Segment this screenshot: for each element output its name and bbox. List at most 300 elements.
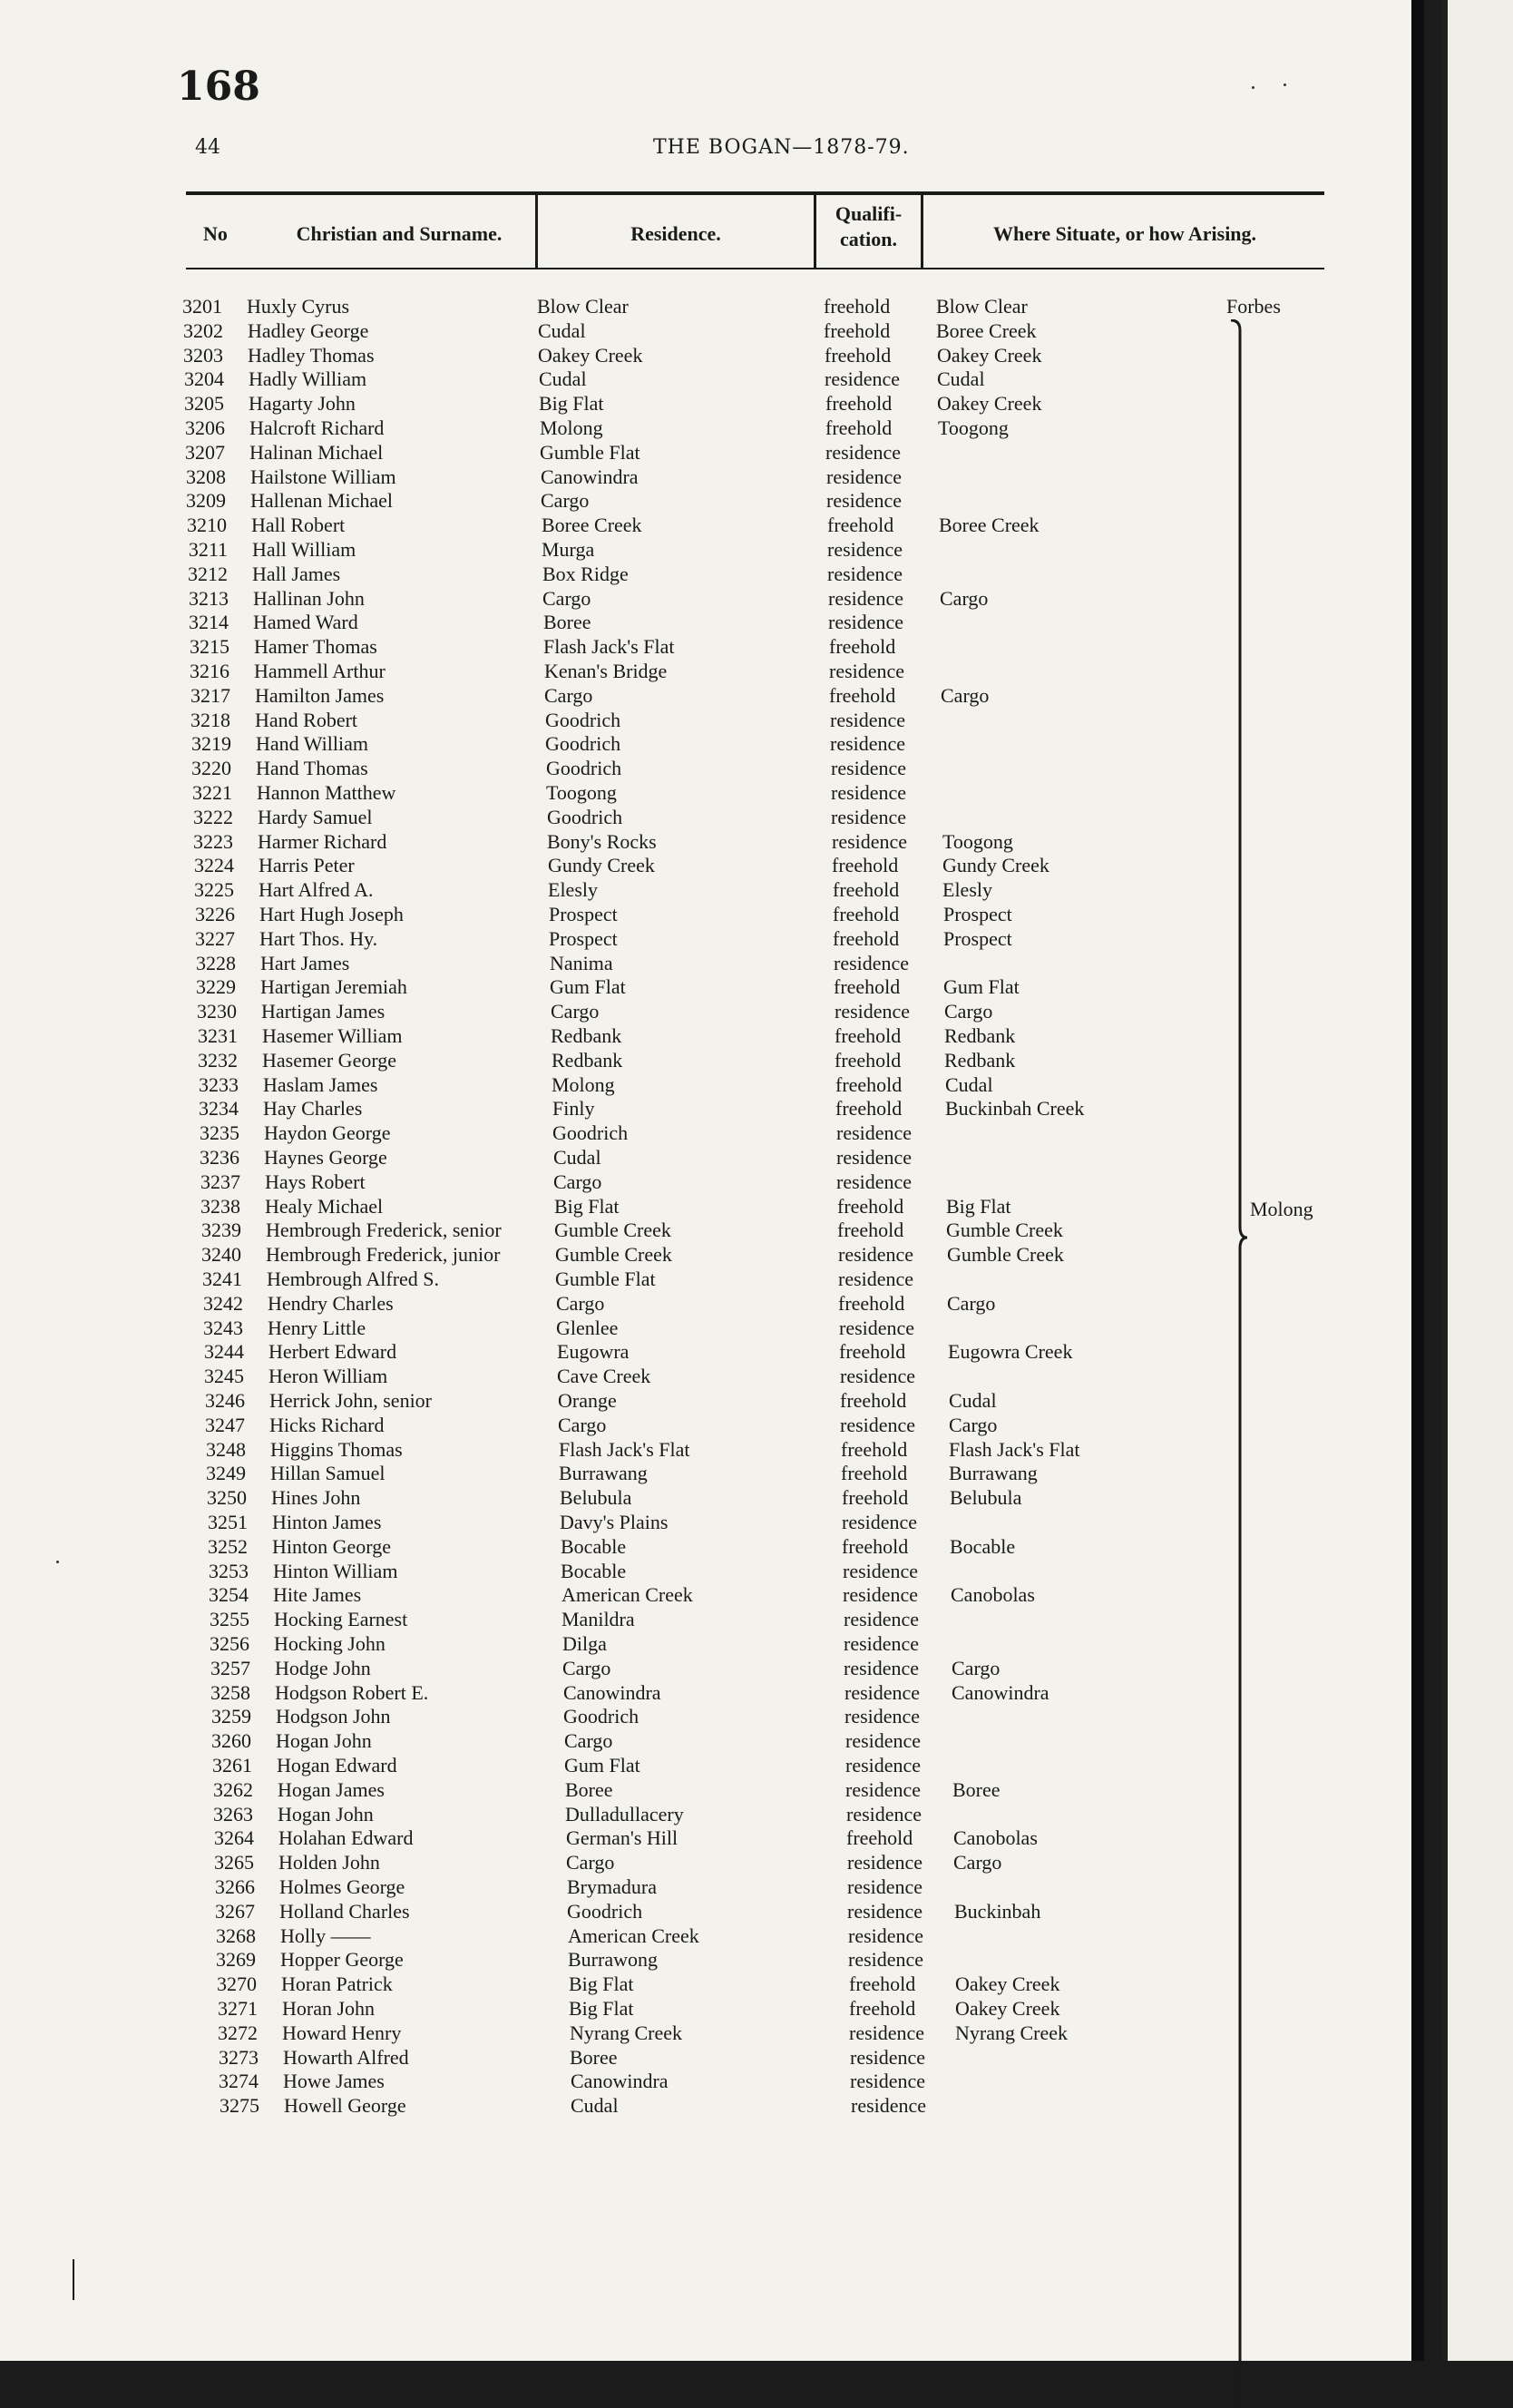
voter-name: Hinton George — [272, 1534, 391, 1558]
ink-speck — [1252, 86, 1254, 89]
voter-qualification: residence — [831, 781, 907, 804]
voter-qualification: freehold — [835, 1097, 903, 1121]
voter-number: 3252 — [208, 1534, 248, 1558]
voter-residence: Molong — [540, 416, 603, 439]
voter-name: Hamilton James — [255, 683, 385, 707]
voter-qualification: freehold — [825, 416, 893, 439]
voter-number: 3214 — [189, 611, 229, 634]
voter-number: 3221 — [192, 781, 232, 804]
voter-residence: Redbank — [552, 1048, 623, 1072]
voter-residence: Bocable — [561, 1559, 627, 1582]
gutter-shadow — [1442, 0, 1448, 2361]
where-situate: Nyrang Creek — [955, 2021, 1069, 2044]
voter-qualification: freehold — [842, 1486, 909, 1510]
voter-number: 3219 — [191, 732, 231, 756]
where-situate: Cargo — [947, 1291, 996, 1315]
voter-name: Haslam James — [263, 1072, 378, 1096]
ink-speck — [1284, 83, 1286, 86]
voter-name: Harris Peter — [259, 854, 355, 877]
voter-residence: Orange — [558, 1389, 617, 1412]
voter-qualification: residence — [845, 1729, 922, 1753]
voter-name: Hodge John — [275, 1656, 371, 1679]
voter-residence: Gum Flat — [564, 1754, 640, 1777]
voter-residence: Big Flat — [554, 1194, 620, 1218]
voter-name: Hand William — [256, 732, 368, 756]
where-situate: Cudal — [945, 1072, 993, 1096]
voter-name: Hogan James — [278, 1777, 385, 1801]
voter-qualification: freehold — [824, 295, 891, 318]
where-situate: Canobolas — [953, 1826, 1038, 1850]
voter-name: Hay Charles — [263, 1097, 363, 1121]
where-situate: Cargo — [953, 1851, 1002, 1875]
voter-number: 3232 — [198, 1048, 238, 1072]
voter-name: Hand Thomas — [256, 757, 368, 780]
where-situate: Boree Creek — [936, 318, 1037, 342]
voter-number: 3203 — [183, 343, 223, 367]
voter-number: 3231 — [198, 1024, 238, 1047]
voter-residence: Cudal — [571, 2094, 619, 2118]
voter-qualification: residence — [830, 732, 906, 756]
brace-label-forbes: Forbes — [1226, 295, 1281, 318]
voter-qualification: freehold — [837, 1194, 904, 1218]
voter-number: 3255 — [210, 1608, 249, 1631]
voter-number: 3251 — [208, 1511, 248, 1533]
voter-residence: Cargo — [562, 1656, 611, 1679]
section-number: 44 — [195, 136, 220, 159]
voter-number: 3268 — [216, 1923, 256, 1947]
voter-qualification: residence — [835, 1000, 911, 1023]
voter-number: 3267 — [215, 1899, 255, 1923]
voter-qualification: residence — [825, 440, 902, 464]
where-situate: Bocable — [950, 1534, 1016, 1558]
voter-qualification: residence — [847, 1899, 923, 1923]
voter-name: Hart James — [260, 951, 350, 974]
top-rule — [186, 191, 1324, 195]
voter-number: 3235 — [200, 1121, 239, 1145]
voter-number: 3218 — [190, 708, 230, 731]
voter-qualification: freehold — [837, 1219, 904, 1242]
voter-qualification: residence — [827, 538, 903, 561]
voter-qualification: residence — [844, 1608, 920, 1631]
voter-residence: Boree — [543, 611, 591, 634]
voter-number: 3206 — [185, 416, 225, 439]
voter-qualification: residence — [832, 829, 908, 853]
voter-residence: Cudal — [539, 367, 587, 391]
where-situate: Belubula — [950, 1486, 1022, 1510]
voter-residence: Cave Creek — [557, 1365, 651, 1388]
column-divider — [921, 195, 923, 268]
voter-name: Hailstone William — [250, 465, 396, 488]
voter-name: Holden John — [278, 1851, 380, 1875]
voter-residence: Finly — [552, 1097, 595, 1121]
electorate-brace — [1229, 319, 1249, 2408]
voter-number: 3271 — [218, 1997, 258, 2020]
voter-number: 3236 — [200, 1146, 239, 1169]
voter-qualification: residence — [843, 1583, 919, 1607]
adjacent-page-edge — [1442, 0, 1513, 2361]
voter-name: Hembrough Alfred S. — [267, 1268, 440, 1290]
voter-residence: Cargo — [544, 683, 593, 707]
voter-residence: Goodrich — [552, 1121, 629, 1145]
voter-name: Hall James — [252, 562, 341, 585]
voter-name: Henry Little — [268, 1316, 366, 1339]
voter-qualification: residence — [847, 1851, 923, 1875]
voter-residence: Molong — [552, 1072, 615, 1096]
voter-number: 3217 — [190, 683, 230, 707]
voter-residence: Bocable — [561, 1534, 627, 1558]
voter-name: Hogan John — [278, 1802, 374, 1826]
voter-number: 3207 — [185, 440, 225, 464]
voter-qualification: residence — [840, 1365, 916, 1388]
voter-residence: Cargo — [541, 489, 590, 513]
where-situate: Redbank — [944, 1048, 1016, 1072]
voter-name: Howe James — [283, 2070, 385, 2093]
voter-residence: Canowindra — [571, 2070, 669, 2093]
voter-qualification: freehold — [827, 514, 894, 537]
voter-number: 3239 — [201, 1219, 241, 1242]
voter-qualification: residence — [848, 1923, 924, 1947]
voter-name: Howard Henry — [282, 2021, 402, 2044]
where-situate: Eugowra Creek — [948, 1340, 1073, 1364]
page-number: 168 — [177, 64, 260, 110]
voter-name: Hartigan James — [261, 1000, 386, 1023]
column-divider — [535, 195, 538, 268]
voter-name: Hand Robert — [255, 708, 358, 731]
voter-residence: Goodrich — [547, 805, 623, 828]
voter-qualification: residence — [830, 708, 906, 731]
voter-number: 3272 — [218, 2021, 258, 2044]
voter-name: Hembrough Frederick, senior — [266, 1219, 502, 1242]
voter-number: 3229 — [196, 975, 236, 999]
voter-residence: Gundy Creek — [548, 854, 655, 877]
voter-qualification: residence — [849, 2021, 925, 2044]
voter-qualification: residence — [831, 757, 907, 780]
voter-qualification: freehold — [829, 683, 896, 707]
voter-qualification: residence — [834, 951, 910, 974]
voter-name: Hillan Samuel — [270, 1462, 386, 1485]
voter-qualification: residence — [838, 1268, 914, 1290]
voter-number: 3213 — [189, 586, 229, 610]
voter-qualification: freehold — [833, 878, 900, 902]
voter-number: 3263 — [213, 1802, 253, 1826]
voter-residence: Nanima — [550, 951, 613, 974]
voter-number: 3222 — [193, 805, 233, 828]
voter-residence: Boree — [565, 1777, 613, 1801]
voter-qualification: residence — [827, 562, 903, 585]
voter-residence: Toogong — [546, 781, 617, 804]
voter-qualification: residence — [831, 805, 907, 828]
voter-name: Horan John — [282, 1997, 376, 2020]
voter-name: Howarth Alfred — [283, 2045, 409, 2069]
voter-number: 3259 — [211, 1705, 251, 1728]
voter-number: 3262 — [213, 1777, 253, 1801]
voter-residence: Oakey Creek — [538, 343, 643, 367]
voter-number: 3228 — [196, 951, 236, 974]
voter-name: Healy Michael — [265, 1194, 384, 1218]
voter-number: 3264 — [214, 1826, 254, 1850]
voter-qualification: residence — [845, 1777, 922, 1801]
voter-qualification: freehold — [825, 343, 892, 367]
voter-residence: Big Flat — [569, 1997, 634, 2020]
voter-number: 3215 — [190, 635, 229, 659]
voter-residence: American Creek — [568, 1923, 699, 1947]
where-situate: Canobolas — [951, 1583, 1035, 1607]
voter-name: Hadley Thomas — [248, 343, 375, 367]
where-situate: Cargo — [949, 1413, 998, 1436]
voter-name: Hembrough Frederick, junior — [266, 1243, 501, 1267]
where-situate: Cargo — [944, 1000, 993, 1023]
where-situate: Oakey Creek — [937, 392, 1042, 416]
voter-residence: Murga — [542, 538, 595, 561]
voter-number: 3210 — [187, 514, 227, 537]
voter-qualification: residence — [825, 367, 901, 391]
voter-residence: Cudal — [553, 1146, 601, 1169]
where-situate: Boree — [952, 1777, 1001, 1801]
voter-number: 3211 — [188, 538, 228, 561]
voter-number: 3227 — [195, 926, 235, 950]
voter-number: 3269 — [216, 1948, 256, 1972]
voter-name: Haynes George — [264, 1146, 387, 1169]
voter-qualification: residence — [828, 586, 904, 610]
voter-residence: Goodrich — [545, 708, 621, 731]
voter-name: Hardy Samuel — [258, 805, 373, 828]
voter-name: Holland Charles — [279, 1899, 410, 1923]
voter-residence: Boree — [570, 2045, 618, 2069]
column-header-qualification: Qualifi- cation. — [835, 202, 903, 250]
voter-number: 3257 — [210, 1656, 250, 1679]
voter-residence: Goodrich — [545, 732, 621, 756]
where-situate: Oakey Creek — [937, 343, 1042, 367]
voter-number: 3241 — [202, 1268, 242, 1290]
voter-number: 3205 — [184, 392, 224, 416]
ink-speck — [56, 1561, 59, 1563]
voter-residence: Brymadura — [567, 1875, 657, 1898]
where-situate: Cargo — [941, 683, 990, 707]
voter-residence: Flash Jack's Flat — [543, 635, 675, 659]
voter-residence: Cudal — [538, 318, 586, 342]
voter-qualification: residence — [842, 1511, 918, 1533]
where-situate: Gundy Creek — [942, 854, 1049, 877]
voter-residence: Blow Clear — [537, 295, 629, 318]
voter-qualification: freehold — [835, 1024, 902, 1047]
voter-qualification: freehold — [835, 1048, 902, 1072]
voter-residence: Cargo — [556, 1291, 605, 1315]
where-situate: Big Flat — [946, 1194, 1011, 1218]
voter-number: 3253 — [209, 1559, 249, 1582]
where-situate: Prospect — [943, 903, 1012, 925]
voter-name: Halinan Michael — [249, 440, 384, 464]
voter-qualification: residence — [844, 1680, 921, 1704]
voter-qualification: residence — [836, 1170, 913, 1193]
voter-name: Hart Thos. Hy. — [259, 926, 378, 950]
voter-qualification: residence — [851, 2094, 927, 2118]
voter-residence: Davy's Plains — [560, 1511, 669, 1533]
voter-residence: Glenlee — [556, 1316, 619, 1339]
voter-residence: Box Ridge — [542, 562, 629, 585]
voter-name: Hopper George — [280, 1948, 404, 1972]
voter-name: Halcroft Richard — [249, 416, 385, 439]
voter-number: 3243 — [203, 1316, 243, 1339]
voter-residence: Gumble Flat — [555, 1268, 656, 1290]
voter-residence: Goodrich — [546, 757, 622, 780]
voter-number: 3273 — [219, 2045, 259, 2069]
voter-residence: Cargo — [551, 1000, 600, 1023]
where-situate: Gumble Creek — [946, 1219, 1063, 1242]
voter-number: 3260 — [211, 1729, 251, 1753]
where-situate: Cargo — [952, 1656, 1001, 1679]
voter-qualification: freehold — [840, 1389, 907, 1412]
voter-number: 3245 — [204, 1365, 244, 1388]
voter-name: Hasemer George — [262, 1048, 397, 1072]
voter-name: Hamed Ward — [253, 611, 358, 634]
voter-name: Hallinan John — [253, 586, 365, 610]
voter-number: 3258 — [210, 1680, 250, 1704]
voter-residence: Goodrich — [567, 1899, 643, 1923]
voter-residence: Cargo — [542, 586, 591, 610]
voter-residence: Bony's Rocks — [547, 829, 657, 853]
voter-residence: Gumble Creek — [554, 1219, 671, 1242]
voter-qualification: freehold — [841, 1437, 908, 1461]
voter-number: 3240 — [201, 1243, 241, 1267]
voter-qualification: residence — [838, 1243, 914, 1267]
voter-residence: German's Hill — [566, 1826, 678, 1850]
voter-number: 3234 — [199, 1097, 239, 1121]
voter-name: Huxly Cyrus — [247, 295, 350, 318]
where-situate: Blow Clear — [936, 295, 1028, 318]
voter-residence: Big Flat — [569, 1972, 634, 1996]
voter-residence: Cargo — [564, 1729, 613, 1753]
voter-number: 3246 — [205, 1389, 245, 1412]
voter-number: 3254 — [209, 1583, 249, 1607]
voter-qualification: residence — [848, 1948, 924, 1972]
voter-qualification: residence — [836, 1121, 913, 1145]
voter-residence: Gumble Creek — [555, 1243, 672, 1267]
voter-qualification: freehold — [832, 854, 899, 877]
voter-qualification: residence — [850, 2045, 926, 2069]
voter-number: 3216 — [190, 660, 229, 682]
voter-qualification: freehold — [825, 392, 893, 416]
voter-number: 3256 — [210, 1632, 249, 1655]
voter-number: 3247 — [205, 1413, 245, 1436]
voter-name: Hart Hugh Joseph — [259, 903, 404, 925]
voter-qualification: freehold — [833, 903, 900, 925]
where-situate: Elesly — [942, 878, 992, 902]
voter-name: Hodgson Robert E. — [275, 1680, 429, 1704]
voter-residence: Eugowra — [557, 1340, 630, 1364]
voter-residence: Prospect — [549, 903, 618, 925]
voter-number: 3202 — [183, 318, 223, 342]
voter-number: 3226 — [195, 903, 235, 925]
voter-residence: Nyrang Creek — [570, 2021, 683, 2044]
voter-name: Hogan John — [276, 1729, 372, 1753]
voter-name: Holly —— — [280, 1923, 371, 1947]
voter-qualification: freehold — [839, 1340, 906, 1364]
voter-number: 3212 — [188, 562, 228, 585]
voter-number: 3238 — [200, 1194, 240, 1218]
voter-residence: Belubula — [560, 1486, 632, 1510]
voter-qualification: residence — [850, 2070, 926, 2093]
voter-name: Hendry Charles — [268, 1291, 394, 1315]
voter-qualification: freehold — [838, 1291, 905, 1315]
where-situate: Prospect — [943, 926, 1012, 950]
voter-name: Hite James — [273, 1583, 362, 1607]
voter-qualification: freehold — [833, 926, 900, 950]
voter-number: 3242 — [203, 1291, 243, 1315]
voter-name: Hallenan Michael — [250, 489, 393, 513]
voter-qualification: residence — [843, 1559, 919, 1582]
column-header-where: Where Situate, or how Arising. — [992, 222, 1257, 245]
voter-number: 3270 — [217, 1972, 257, 1996]
voter-qualification: freehold — [824, 318, 891, 342]
margin-mark — [73, 2259, 74, 2300]
voter-qualification: residence — [844, 1656, 920, 1679]
where-situate: Boree Creek — [939, 514, 1040, 537]
where-situate: Gumble Creek — [947, 1243, 1064, 1267]
voter-number: 3275 — [220, 2094, 259, 2118]
where-situate: Toogong — [942, 829, 1013, 853]
voter-residence: Kenan's Bridge — [544, 660, 668, 682]
voter-residence: Canowindra — [563, 1680, 661, 1704]
voter-number: 3266 — [215, 1875, 255, 1898]
voter-name: Higgins Thomas — [270, 1437, 403, 1461]
voter-qualification: residence — [826, 465, 903, 488]
voter-qualification: freehold — [842, 1534, 909, 1558]
voter-qualification: residence — [828, 611, 904, 634]
voter-name: Hadley George — [248, 318, 369, 342]
voter-residence: Burrawang — [559, 1462, 648, 1485]
voter-name: Hodgson John — [276, 1705, 391, 1728]
voter-name: Hinton James — [272, 1511, 382, 1533]
voter-qualification: freehold — [841, 1462, 908, 1485]
voter-name: Howell George — [284, 2094, 406, 2118]
where-situate: Oakey Creek — [955, 1997, 1060, 2020]
voter-name: Herrick John, senior — [269, 1389, 433, 1412]
voter-name: Holmes George — [279, 1875, 405, 1898]
voter-name: Hasemer William — [262, 1024, 403, 1047]
where-situate: Canowindra — [952, 1680, 1049, 1704]
voter-number: 3224 — [194, 854, 234, 877]
voter-number: 3220 — [191, 757, 231, 780]
voter-name: Horan Patrick — [281, 1972, 393, 1996]
voter-qualification: freehold — [834, 975, 901, 999]
voter-name: Harmer Richard — [258, 829, 387, 853]
voter-name: Hogan Edward — [277, 1754, 397, 1777]
voter-name: Hocking Earnest — [274, 1608, 408, 1631]
voter-name: Hagarty John — [249, 392, 356, 416]
brace-label-molong: Molong — [1250, 1198, 1313, 1220]
voter-number: 3230 — [197, 1000, 237, 1023]
voter-qualification: freehold — [849, 1997, 916, 2020]
voter-qualification: residence — [846, 1802, 922, 1826]
voter-number: 3261 — [212, 1754, 252, 1777]
voter-residence: Burrawong — [568, 1948, 658, 1972]
voter-residence: Flash Jack's Flat — [559, 1437, 690, 1461]
column-header-residence: Residence. — [630, 222, 721, 245]
voter-number: 3274 — [219, 2070, 259, 2093]
voter-number: 3249 — [206, 1462, 246, 1485]
voter-number: 3204 — [184, 367, 224, 391]
voter-residence: American Creek — [561, 1583, 693, 1607]
where-situate: Oakey Creek — [955, 1972, 1060, 1996]
where-situate: Cudal — [949, 1389, 997, 1412]
voter-number: 3201 — [182, 295, 222, 318]
voter-qualification: residence — [840, 1413, 916, 1436]
where-situate: Cargo — [940, 586, 989, 610]
voter-residence: Redbank — [551, 1024, 622, 1047]
voter-name: Hammell Arthur — [254, 660, 386, 682]
voter-name: Hines John — [271, 1486, 361, 1510]
voter-name: Hays Robert — [265, 1170, 366, 1193]
